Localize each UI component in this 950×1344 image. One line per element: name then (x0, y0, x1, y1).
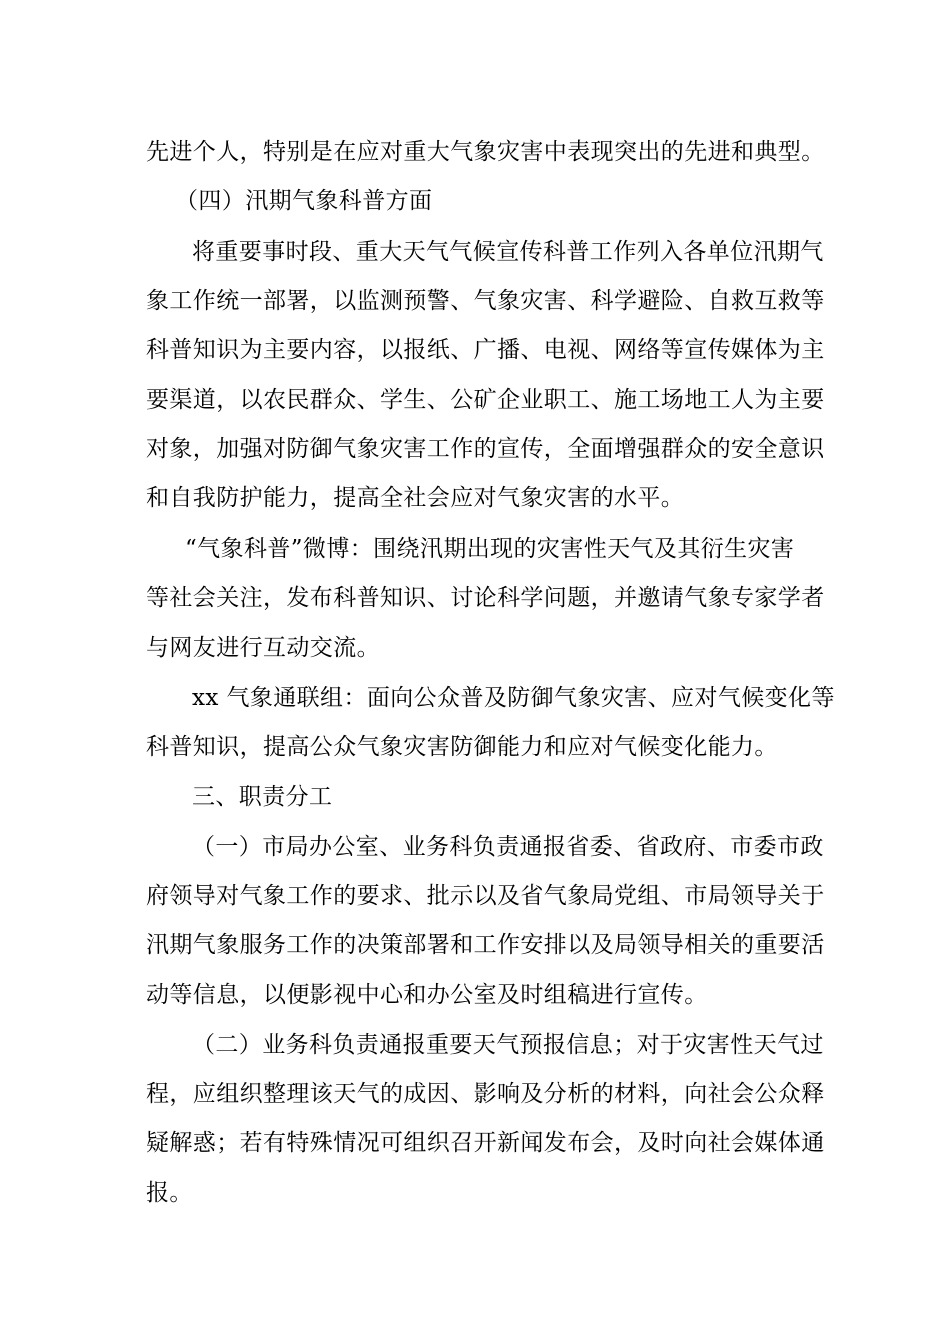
text-line: 等社会关注，发布科普知识、讨论科学问题，并邀请气象专家学者 (146, 585, 825, 611)
text-line: 科普知识为主要内容，以报纸、广播、电视、网络等宣传媒体为主 (146, 337, 825, 363)
paragraph-first-line: （一）市局办公室、业务科负责通报省委、省政府、市委市政 (192, 834, 824, 860)
section-heading: 三、职责分工 (192, 784, 333, 810)
text-line: 科普知识，提高公众气象灾害防御能力和应对气候变化能力。 (146, 734, 778, 760)
text-line: 象工作统一部署，以监测预警、气象灾害、科学避险、自救互救等 (146, 288, 825, 314)
text-line: 府领导对气象工作的要求、批示以及省气象局党组、市局领导关于 (146, 883, 825, 909)
text-line: 报。 (146, 1180, 193, 1206)
section-heading: （四）汛期气象科普方面 (175, 188, 433, 214)
text-line: 动等信息，以便影视中心和办公室及时组稿进行宣传。 (146, 982, 708, 1008)
text-line: 和自我防护能力，提高全社会应对气象灾害的水平。 (146, 485, 685, 511)
paragraph-first-line: 将重要事时段、重大天气气候宣传科普工作列入各单位汛期气 (192, 239, 824, 265)
text-line: 要渠道，以农民群众、学生、公矿企业职工、施工场地工人为主要 (146, 387, 825, 413)
text-line: 汛期气象服务工作的决策部署和工作安排以及局领导相关的重要活 (146, 932, 825, 958)
paragraph-first-line: （二）业务科负责通报重要天气预报信息；对于灾害性天气过 (192, 1032, 824, 1058)
text-line: 程，应组织整理该天气的成因、影响及分析的材料，向社会公众释 (146, 1081, 825, 1107)
paragraph-first-line: xx 气象通联组：面向公众普及防御气象灾害、应对气候变化等 (192, 685, 835, 711)
text-line: 先进个人，特别是在应对重大气象灾害中表现突出的先进和典型。 (146, 139, 825, 165)
text-line: 与网友进行互动交流。 (146, 635, 380, 661)
text-line: 疑解惑；若有特殊情况可组织召开新闻发布会，及时向社会媒体通 (146, 1130, 825, 1156)
paragraph-first-line: “气象科普”微博：围绕汛期出现的灾害性天气及其衍生灾害 (185, 536, 795, 562)
text-line: 对象，加强对防御气象灾害工作的宣传，全面增强群众的安全意识 (146, 436, 825, 462)
